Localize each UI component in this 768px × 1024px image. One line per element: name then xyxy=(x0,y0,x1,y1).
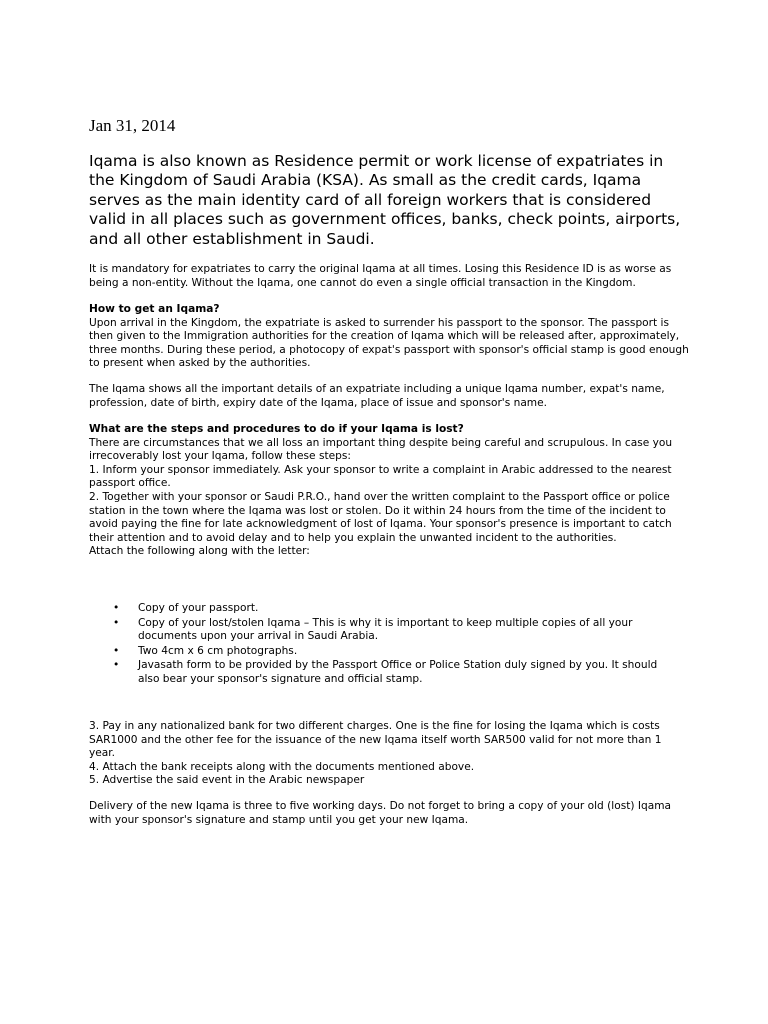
list-item: • Copy of your lost/stolen Iqama – This is why it is important to keep multiple copies of all your documents upon your arrival in Saudi Arabia. xyxy=(113,616,633,643)
step-3: 3. Pay in any nationalized bank for two different charges. One is the fine for losing the Iqama which is costs SAR1000 and the other fee for the issuance of the new Iqama itself worth SAR500 valid for not more than 1 year. xyxy=(89,720,662,760)
bullet-icon: • xyxy=(113,616,120,629)
step-1: 1. Inform your sponsor immediately. Ask your sponsor to write a complaint in Arabic addressed to the nearest passport office. xyxy=(89,463,672,490)
details-paragraph: The Iqama shows all the important details of an expatriate including a unique Iqama number, expat's name, profession, date of birth, expiry date of the Iqama, place of issue and sponsor's name. xyxy=(89,383,665,409)
mandatory-paragraph: It is mandatory for expatriates to carry the original Iqama at all times. Losing this Residence ID is as worse as being a non-entity. Without the Iqama, one cannot do even a single official transaction in the Kingdom. xyxy=(89,263,672,289)
step-4: 4. Attach the bank receipts along with the documents mentioned above. xyxy=(89,760,475,773)
step-5: 5. Advertise the said event in the Arabic newspaper xyxy=(89,774,365,787)
intro-paragraph: Iqama is also known as Residence permit or work license of expatriates in the Kingdom of Saudi Arabia (KSA). As small as the credit cards, Iqama serves as the main identity card of all foreign workers that is considered valid in all places such as government offices, banks, check points, airports, and all other establishment in Saudi. xyxy=(89,152,681,248)
bullet-icon: • xyxy=(113,602,120,614)
step-2: 2. Together with your sponsor or Saudi P.R.O., hand over the written complaint to the Passport office or police station in the town where the Iqama was lost or stolen. Do it within 24 hours from the time of the incident to avoid paying the fine for late acknowledgment of lost of Iqama. Your sponsor's presence is important to catch their attention and to avoid delay and to help you explain the unwanted incident to the authorities. xyxy=(89,490,672,544)
delivery-paragraph: Delivery of the new Iqama is three to five working days. Do not forget to bring a copy of your old (lost) Iqama with your sponsor's signature and stamp until you get your new Iqama. xyxy=(89,800,672,826)
attachment-list xyxy=(109,602,669,688)
how-section xyxy=(89,303,689,371)
steps-section xyxy=(89,423,689,559)
attach-line: Attach the following along with the letter: xyxy=(89,545,310,558)
steps-intro: There are circumstances that we all loss an important thing despite being careful and scrupulous. In case you irrecoverably lost your Iqama, follow these steps: xyxy=(89,436,673,463)
bullet-icon: • xyxy=(113,644,120,657)
list-item: • Copy of your passport. xyxy=(113,602,259,614)
how-paragraph: Upon arrival in the Kingdom, the expatriate is asked to surrender his passport to the sponsor. The passport is then given to the Immigration authorities for the creation of Iqama which will be released after, approximately, three months. During these period, a photocopy of expat's passport with sponsor's official stamp is good enough to present when asked by the authorities. xyxy=(89,316,689,370)
list-item: • Two 4cm x 6 cm photographs. xyxy=(113,644,298,657)
how-heading: How to get an Iqama? xyxy=(89,303,220,315)
bullet-icon: • xyxy=(113,659,120,672)
list-item: • Javasath form to be provided by the Passport Office or Police Station duly signed by you. It should also bear your sponsor's signature and official stamp. xyxy=(113,659,658,685)
steps-heading: What are the steps and procedures to do if your Iqama is lost? xyxy=(89,423,464,435)
document-date: Jan 31, 2014 xyxy=(89,116,176,135)
later-steps xyxy=(89,720,689,788)
